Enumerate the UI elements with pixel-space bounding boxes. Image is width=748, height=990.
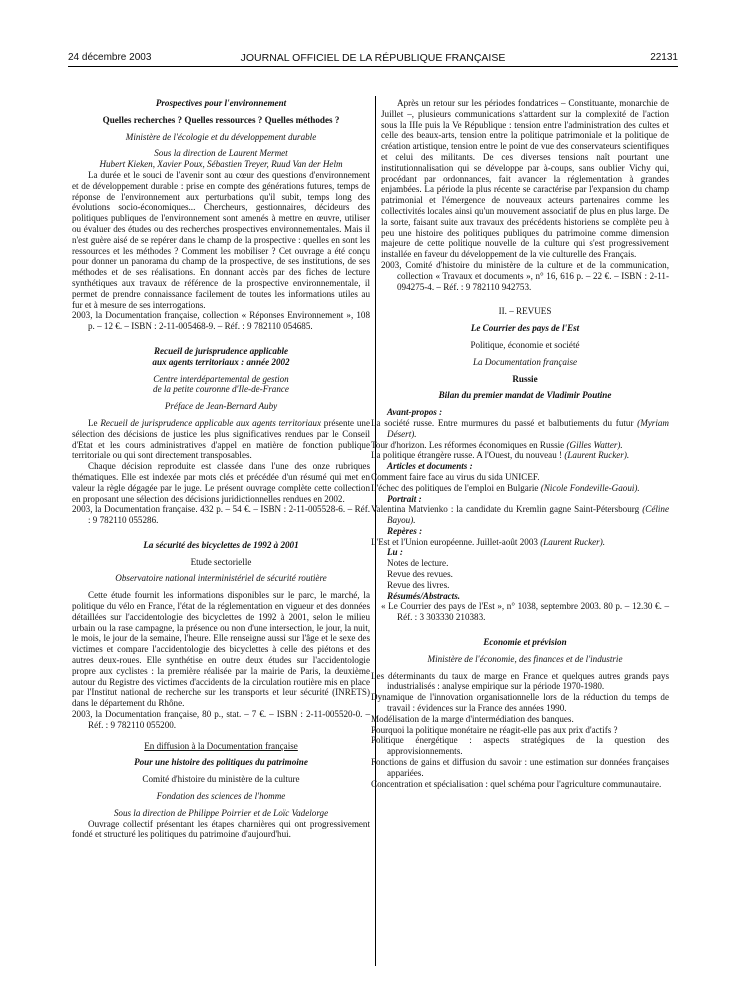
eco-item-6: Fonctions de gains et diffusion du savoir : une estimation sur données françaises appariées.: [371, 757, 669, 778]
lu-item-1: Notes de lecture.: [387, 558, 449, 569]
column-divider: [375, 96, 376, 966]
article-1: Comment faire face au virus du sida UNICEF.: [371, 471, 540, 482]
revue-bilan: Bilan du premier mandat de Vladimir Poutine: [438, 390, 612, 401]
r1-body: Après un retour sur les périodes fondatrices – Constituante, monarchie de Juillet –, plusieurs communications s'attardent sur la complexité de l'action sous la IIIe puis la Ve République : tension entre l'administration des cultes et celle des beaux-arts, tension entre la politique patrimoniale et la politique de création artistique, tension entre le point de vue des conservateurs scientifiques et celui des militants. De ces diverses tensions naît pourtant une institutionnalisation qui se développe par à-coups, sans oublier Vichy qui, procédant par ordonnances, fait avancer la réglementation à grandes enjambées. La période la plus récente se caractérise par l'expansion du champ patrimonial et l'émergence de nouveaux acteurs partenaires comme les collectivités locales ainsi qu'un mouvement associatif de plus en plus large. De la sorte, faisant suite aux travaux des précédents historiens se complète peu à peu une histoire des politiques publiques du patrimoine comme dimension majeure de cette politique nouvelle de la culture qui s'est progressivement installée en faveur du développement de la vie culturelle des Français.: [381, 98, 669, 260]
revues-heading: II. – REVUES: [498, 306, 552, 317]
s4-title: Pour une histoire des politiques du patrimoine: [134, 757, 308, 768]
s2-preface: Préface de Jean-Bernard Auby: [164, 401, 278, 412]
lu-item-3: Revue des livres.: [387, 579, 450, 590]
s1-direction: Sous la direction de Laurent Mermet: [154, 148, 288, 159]
avant-propos-label: Avant-propos :: [387, 407, 443, 418]
s4-diffusion: En diffusion à la Documentation française: [144, 740, 298, 751]
s3-reference: 2003, la Documentation française, 80 p., stat. – 7 €. – ISBN : 2-11-005520-0. – Réf. : 9 782110 055200.: [72, 709, 370, 730]
avant-item-2: Tour d'horizon. Les réformes économiques en Russie (Gilles Watter).: [371, 439, 623, 450]
s4-org2: Fondation des sciences de l'homme: [156, 791, 286, 802]
reperes-item: L'Est et l'Union européenne. Juillet-août 2003 (Laurent Rucker).: [371, 536, 606, 547]
header-page-number: 22131: [650, 52, 678, 63]
eco-item-3: Modélisation de la marge d'intermédiation des banques.: [371, 713, 574, 724]
s2-body1: Le Recueil de jurisprudence applicable aux agents territoriaux présente une sélection des décisions de justice les plus significatives rendues par le Conseil d'Etat et les cours administratives d'appel en matière de fonction publique territoriale ou qui sont directement transposables.: [72, 417, 370, 461]
revue-country: Russie: [512, 373, 538, 384]
header-rule: [68, 66, 678, 67]
portrait-label: Portrait :: [387, 493, 422, 504]
revue-publisher: La Documentation française: [472, 356, 578, 367]
eco-item-1: Les déterminants du taux de marge en France et quelques autres grands pays industrialisés : analyse empirique sur la période 1970-1980.: [371, 670, 669, 692]
s3-body: Cette étude fournit les informations disponibles sur le parc, le marché, la politique du vélo en France, l'état de la réglementation en vigueur et des données détaillées sur l'accidentologie des bicyclettes de 1992 à 2001, selon le milieu urbain ou la rase campagne, la présence ou non d'une intersection, le jour, la nuit, le mois, le jour de la semaine, l'heure. Elle renseigne aussi sur l'âge et le sexe des victimes et compare l'accidentologie des bicyclettes à celle des piétons et des autres deux-roues. Elle synthétise en outre deux études sur l'accidentologie propre aux cyclistes : la première réalisée par la mairie de Paris, la deuxième autour du Registre des victimes d'accidents de la circulation routière mis en place par l'Institut national de recherche sur les transports et leur sécurité (INRETS) dans le département du Rhône.: [72, 590, 370, 709]
reperes-label: Repères :: [387, 525, 423, 536]
s1-reference: 2003, la Documentation française, collection « Réponses Environnement », 108 p. – 12 €. – ISBN : 2-11-005468-9. – Réf. : 9 782110 054685.: [72, 310, 370, 332]
revue-title: Le Courrier des pays de l'Est: [470, 323, 580, 334]
articles-label: Articles et documents :: [387, 461, 473, 472]
s1-subtitle: Quelles recherches ? Quelles ressources ? Quelles méthodes ?: [102, 114, 340, 125]
s4-direction: Sous la direction de Philippe Poirrier et de Loïc Vadelorge: [113, 807, 329, 818]
s2-body2: Chaque décision reproduite est classée dans l'une des onze rubriques thématiques. Elle est indexée par mots clés et précédée d'un résumé qui met en valeur la règle dégagée par le juge. Le présent ouvrage complète cette collection en proposant une sélection des décisions juridictionnelles rendues en 2002.: [72, 461, 370, 504]
avant-item-3: La politique étrangère russe. A l'Ouest, du nouveau ! (Laurent Rucker).: [371, 450, 630, 461]
s4-body: Ouvrage collectif présentant les étapes charnières qui ont progressivement fondé et structuré les politiques du patrimoine d'aujourd'hui.: [72, 818, 370, 840]
s2-reference: 2003, la Documentation française. 432 p. – 54 €. – ISBN : 2-11-005528-6. – Réf. : 9 782110 055286.: [72, 504, 370, 526]
eco-item-2: Dynamique de l'innovation organisationnelle lors de la réduction du temps de travail : évidences sur la France des années 1990.: [371, 692, 669, 714]
lu-item-2: Revue des revues.: [387, 569, 453, 580]
revue-reference: « Le Courrier des pays de l'Est », n° 1038, septembre 2003. 80 p. – 12.30 €. – Réf. : 3 303330 210383.: [381, 601, 669, 623]
header-date: 24 décembre 2003: [68, 52, 152, 63]
s1-ministry: Ministère de l'écologie et du développement durable: [125, 131, 317, 142]
revue-subtitle: Politique, économie et société: [470, 339, 580, 350]
eco-item-4: Pourquoi la politique monétaire ne réagit-elle pas aux prix d'actifs ?: [371, 724, 618, 735]
s2-org-line2: de la petite couronne d'Ile-de-France: [153, 384, 289, 395]
resumes-label: Résumés/Abstracts.: [387, 590, 461, 601]
portrait-item: Valentina Matvienko : la candidate du Kremlin gagne Saint-Pétersbourg (Céline Bayou).: [371, 504, 669, 526]
right-column: [371, 98, 669, 789]
eco-title: Economie et prévision: [483, 637, 567, 648]
s3-org: Observatoire national interministériel de sécurité routière: [115, 573, 327, 584]
article-2: L'échec des politiques de l'emploi en Bulgarie (Nicole Fondeville-Gaoui).: [371, 482, 640, 493]
s1-body: La durée et le souci de l'avenir sont au cœur des questions d'environnement et de développement durable : prise en compte des générations futures, temps de réponse de l'environnement aux perturbations qu'il subit, temps long des évolutions socio-économiques... Chercheurs, gestionnaires, décideurs des politiques publiques de l'environnement sont amenés à mettre en œuvre, utiliser ou évaluer des études ou des recherches prospectives environnementales. Mais il n'est guère aisé de se repérer dans le champ de la prospective : quelles en sont les ressources et les méthodes ? Comment les mobiliser ? Cet ouvrage a été conçu pour donner un panorama du champ de la prospective, de ses institutions, de ses méthodes et de ses réalisations. En donnant accès par des fiches de lecture synthétiques aux travaux de référence de la prospective environnementale, il permet de prendre connaissance facilement de toutes les informations utiles au fur et à mesure de ses interrogations.: [72, 169, 370, 310]
avant-item-1: La société russe. Entre murmures du passé et balbutiements du futur (Myriam Désert).: [371, 417, 669, 439]
header-title: JOURNAL OFFICIEL DE LA RÉPUBLIQUE FRANÇAISE: [240, 52, 506, 64]
s1-authors: Hubert Kieken, Xavier Poux, Sébastien Treyer, Ruud Van der Helm: [99, 159, 343, 170]
r1-reference: 2003, Comité d'histoire du ministère de la culture et de la communication, collection « Travaux et documents », n° 16, 616 p. – 22 €. – ISBN : 2-11-094275-4. – Réf. : 9 782110 942753.: [381, 259, 669, 292]
s3-title: La sécurité des bicyclettes de 1992 à 2001: [143, 539, 299, 550]
s2-title-line1: Recueil de jurisprudence applicable: [153, 345, 289, 356]
lu-label: Lu :: [387, 547, 403, 558]
eco-ministry: Ministère de l'économie, des finances et de l'industrie: [427, 653, 623, 664]
eco-item-7: Concentration et spécialisation : quel schéma pour l'agriculture communautaire.: [371, 778, 662, 789]
eco-item-5: Politique énergétique : aspects stratégiques de la question des approvisionnements.: [371, 735, 669, 757]
s3-subtitle: Etude sectorielle: [190, 556, 252, 567]
s2-org-line1: Centre interdépartemental de gestion: [153, 373, 289, 384]
s1-title: Prospectives pour l'environnement: [155, 98, 287, 108]
left-column: [72, 98, 370, 840]
s4-org: Comité d'histoire du ministère de la culture: [142, 774, 300, 785]
s2-title-line2: aux agents territoriaux : année 2002: [152, 356, 290, 367]
